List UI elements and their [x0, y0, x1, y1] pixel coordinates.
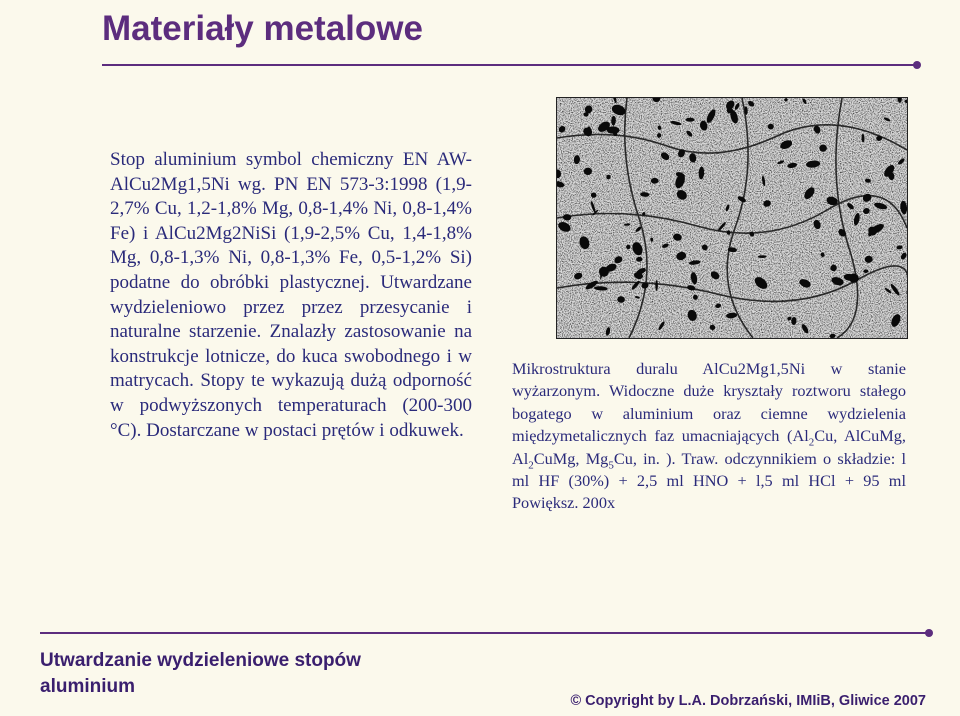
footer-divider-dot — [925, 629, 933, 637]
footer-copyright: © Copyright by L.A. Dobrzański, IMIiB, Gliwice 2007 — [570, 693, 926, 709]
precipitate-blob — [758, 255, 767, 258]
footer-topic: Utwardzanie wydzieleniowe stopów aluminium — [40, 650, 361, 697]
title-divider — [102, 64, 918, 66]
footer-divider — [40, 632, 928, 634]
alloy-description: Stop aluminium symbol chemiczny EN AW-AlCu2Mg1,5Ni wg. PN EN 573-3:1998 (1,9-2,7% Cu, 1,2-1,8% Mg, 0,8-1,4% Ni, 0,8-1,4% Fe) i AlCu2Mg2NiSi (1,9-2,5% Cu, 1,4-1,8% Mg, 0,8-1,3% Ni, 0,8-1,3% Fe, 0,5-1,2% Si) podatne do obróbki plastycznej. Utwardzane wydzieleniowo przez przez przesycanie i naturalne starzenie. Znalazły zastosowanie na konstrukcje lotnicze, do kuca swobodnego i w matrycach. Stopy te wykazują dużą odporność w podwyższonych temperaturach (200-300 °C). Dostarczane w postaci prętów i odkuwek. — [110, 149, 472, 441]
precipitate-blob — [655, 280, 658, 291]
image-caption: Mikrostruktura duralu AlCu2Mg1,5Ni w stanie wyżarzonym. Widoczne duże kryształy roztworu stałego bogatego w aluminium oraz ciemne wydzielenia międzymetalicznych faz umacniających ($Al_2Cu$, AlCuMg, $Al_2CuMg$, $Mg_5Cu$, in. ). Traw. odczynnikiem o składzie: l ml HF (30%) + 2,5 ml HNO + l,5 ml HCl + 95 ml Powiększ. 200x — [512, 359, 906, 513]
title-divider-dot — [913, 61, 921, 69]
microstructure-image — [556, 97, 908, 339]
slide-title: Materiały metalowe — [102, 9, 423, 48]
